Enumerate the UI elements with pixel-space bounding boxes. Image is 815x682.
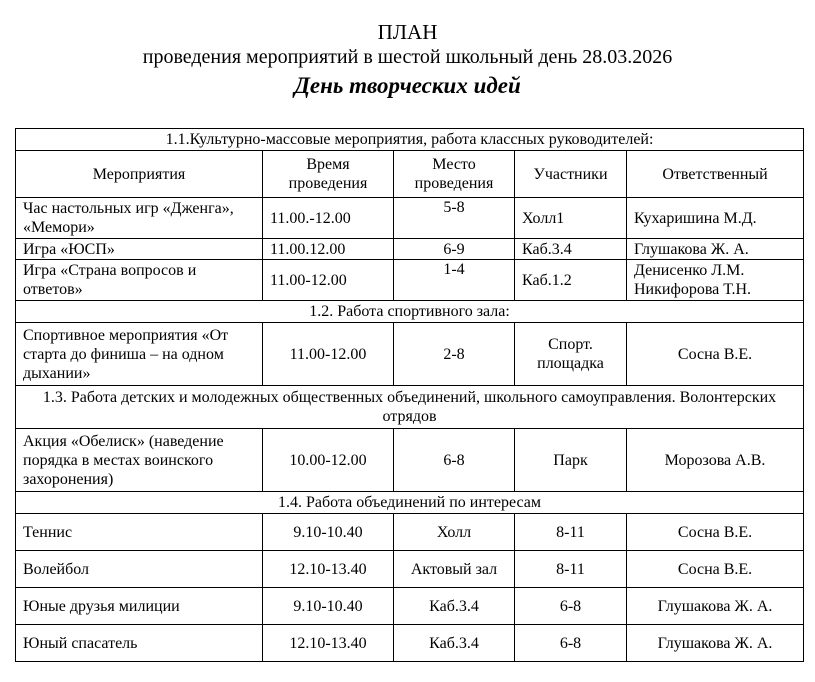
- place-cell: Каб.3.4: [515, 239, 627, 260]
- table-row: [16, 551, 804, 588]
- time-cell: 12.10-13.40: [263, 625, 394, 662]
- event-cell: Игра «ЮСП»: [16, 239, 263, 260]
- responsible-cell: Морозова А.В.: [627, 429, 804, 492]
- table-row: [16, 429, 804, 492]
- place-cell: 8-11: [515, 551, 627, 588]
- grade-cell: 6-9: [394, 239, 515, 260]
- column-header-event: Мероприятия: [16, 151, 263, 198]
- section-title: 1.4. Работа объединений по интересам: [16, 492, 804, 514]
- time-cell: 11.00-12.00: [263, 260, 394, 301]
- place-cell: 6-8: [515, 625, 627, 662]
- place-cell: Спорт. площадка: [515, 323, 627, 386]
- place-cell: 6-8: [515, 588, 627, 625]
- event-cell: Час настольных игр «Дженга», «Мемори»: [16, 198, 263, 239]
- table-row: [16, 239, 804, 260]
- place-cell: Холл1: [515, 198, 627, 239]
- day-theme: День творческих идей: [294, 73, 521, 98]
- responsible-cell: Сосна В.Е.: [627, 323, 804, 386]
- section-title: 1.2. Работа спортивного зала:: [16, 301, 804, 323]
- responsible-cell: Кухаришина М.Д.: [627, 198, 804, 239]
- grade-cell: 6-8: [394, 429, 515, 492]
- responsible-cell: Глушакова Ж. А.: [627, 239, 804, 260]
- responsible-cell: Сосна В.Е.: [627, 551, 804, 588]
- table-row: [16, 198, 804, 239]
- grade-cell: Актовый зал: [394, 551, 515, 588]
- events-table: [15, 128, 804, 662]
- time-cell: 9.10-10.40: [263, 588, 394, 625]
- section-header-row: [16, 129, 804, 151]
- column-header-participants: Участники: [515, 151, 627, 198]
- place-cell: 8-11: [515, 514, 627, 551]
- section-header-row: [16, 492, 804, 514]
- time-cell: 11.00-12.00: [263, 323, 394, 386]
- section-title: 1.1.Культурно-массовые мероприятия, работа классных руководителей:: [16, 129, 804, 151]
- grade-cell: Холл: [394, 514, 515, 551]
- event-cell: Волейбол: [16, 551, 263, 588]
- event-cell: Теннис: [16, 514, 263, 551]
- grade-cell: 2-8: [394, 323, 515, 386]
- grade-cell: 5-8: [394, 198, 515, 239]
- place-cell: Парк: [515, 429, 627, 492]
- event-cell: Игра «Страна вопросов и ответов»: [16, 260, 263, 301]
- event-cell: Юный спасатель: [16, 625, 263, 662]
- section-header-row: [16, 386, 804, 429]
- grade-cell: Каб.3.4: [394, 625, 515, 662]
- responsible-cell: Денисенко Л.М. Никифорова Т.Н.: [627, 260, 804, 301]
- table-row: [16, 260, 804, 301]
- responsible-cell: Глушакова Ж. А.: [627, 625, 804, 662]
- time-cell: 11.00.-12.00: [263, 198, 394, 239]
- plan-subtitle: проведения мероприятий в шестой школьный день 28.03.2026: [142, 46, 673, 68]
- column-header-responsible: Ответственный: [627, 151, 804, 198]
- section-header-row: [16, 301, 804, 323]
- place-cell: Каб.1.2: [515, 260, 627, 301]
- grade-cell: Каб.3.4: [394, 588, 515, 625]
- column-header-time: Время проведения: [263, 151, 394, 198]
- column-header-place: Место проведения: [394, 151, 515, 198]
- event-cell: Юные друзья милиции: [16, 588, 263, 625]
- time-cell: 11.00.12.00: [263, 239, 394, 260]
- table-row: [16, 588, 804, 625]
- grade-cell: 1-4: [394, 260, 515, 301]
- table-row: [16, 323, 804, 386]
- event-cell: Акция «Обелиск» (наведение порядка в местах воинского захоронения): [16, 429, 263, 492]
- time-cell: 12.10-13.40: [263, 551, 394, 588]
- event-cell: Спортивное мероприятия «От старта до финиша – на одном дыхании»: [16, 323, 263, 386]
- table-row: [16, 514, 804, 551]
- responsible-cell: Глушакова Ж. А.: [627, 588, 804, 625]
- time-cell: 10.00-12.00: [263, 429, 394, 492]
- table-row: [16, 625, 804, 662]
- section-title: 1.3. Работа детских и молодежных общественных объединений, школьного самоуправления. Волонтерских отрядов: [16, 386, 804, 429]
- time-cell: 9.10-10.40: [263, 514, 394, 551]
- responsible-cell: Сосна В.Е.: [627, 514, 804, 551]
- plan-title: ПЛАН: [377, 20, 438, 44]
- column-header-row: [16, 151, 804, 198]
